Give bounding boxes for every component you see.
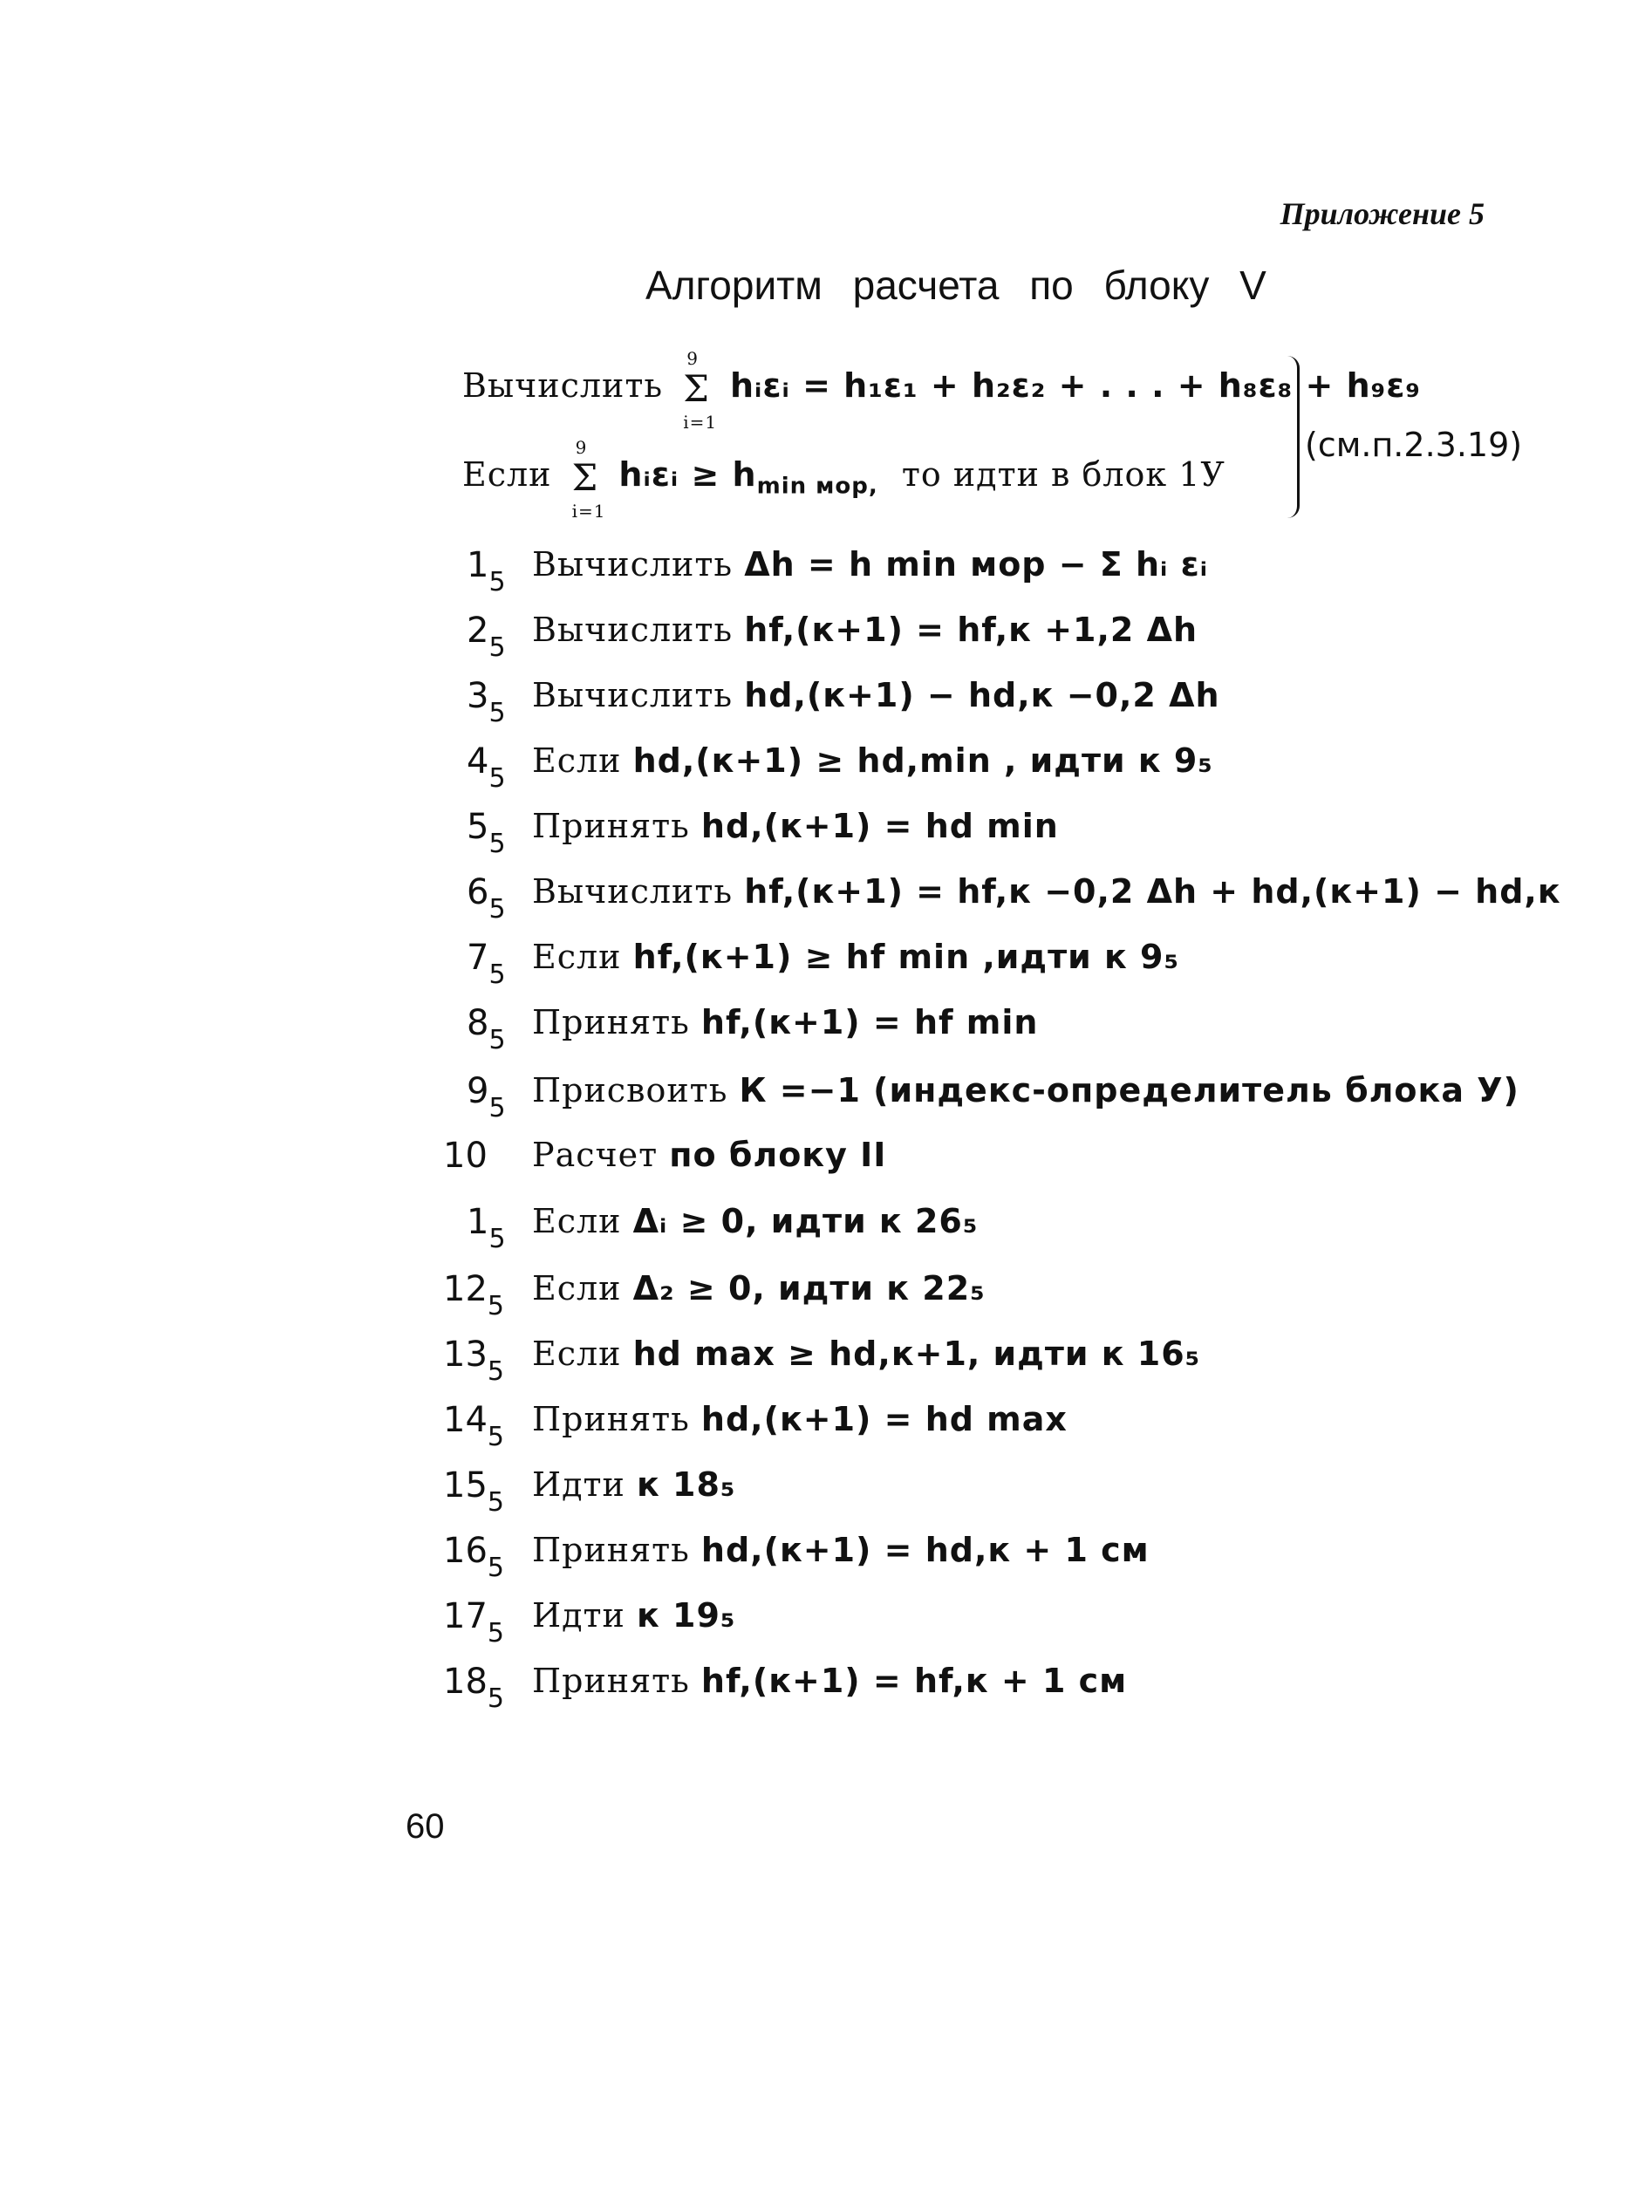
- step-formula: hd max ≥ hd,к+1, идти к 16₅: [632, 1335, 1201, 1373]
- step-text: [532, 676, 1220, 714]
- step-text: [532, 1335, 1200, 1373]
- sum-symbol: Σ 9 i=1: [683, 348, 718, 433]
- step-text: [532, 1465, 736, 1504]
- intro-formula: hᵢεᵢ ≥ h: [618, 455, 757, 494]
- step-formula: hf,(к+1) = hf,к −0,2 Δh + hd,(к+1) − hd,к: [744, 872, 1561, 911]
- step-keyword: Вычислить: [532, 611, 734, 649]
- step-number: $3_5$: [467, 676, 506, 728]
- step-formula: К =−1 (индекс-определитель блока У): [739, 1071, 1519, 1109]
- step-keyword: Если: [532, 1335, 622, 1373]
- right-brace: [1278, 356, 1300, 518]
- appendix-label: Приложение 5: [1280, 196, 1485, 231]
- step-formula: hd,(к+1) − hd,к −0,2 Δh: [744, 676, 1220, 714]
- step-formula: к 19₅: [636, 1596, 736, 1635]
- sum-symbol: Σ 9 i=1: [571, 437, 606, 522]
- step-text: [532, 611, 1198, 649]
- step-text: [532, 1003, 1038, 1041]
- step-formula: hf,(к+1) ≥ hf min ,идти к 9₅: [632, 938, 1180, 976]
- step-number: 10: [443, 1136, 488, 1176]
- step-text: [532, 1136, 886, 1174]
- intro-word: Если: [462, 455, 552, 494]
- step-formula: Δ₂ ≥ 0, идти к 22₅: [632, 1269, 986, 1307]
- step-text: [532, 872, 1561, 911]
- step-number: $6_5$: [467, 872, 506, 925]
- step-keyword: Идти: [532, 1596, 625, 1635]
- step-text: [532, 807, 1059, 845]
- step-text: [532, 938, 1179, 976]
- step-keyword: Идти: [532, 1465, 625, 1504]
- section-reference: (см.п.2.3.19): [1305, 426, 1523, 464]
- step-text: [532, 545, 1208, 584]
- step-text: [532, 1596, 736, 1635]
- step-formula: hd,(к+1) = hd min: [700, 807, 1059, 845]
- step-text: [532, 1662, 1127, 1700]
- intro-tail: то идти в блок 1У: [901, 455, 1225, 494]
- step-number: $17_5$: [443, 1596, 504, 1649]
- step-text: [532, 1269, 986, 1307]
- step-number: $8_5$: [467, 1003, 506, 1055]
- step-keyword: Принять: [532, 807, 690, 845]
- step-text: [532, 1202, 978, 1240]
- step-keyword: Принять: [532, 1531, 690, 1569]
- step-keyword: Вычислить: [532, 676, 734, 714]
- step-formula: Δh = h min мор − Σ hᵢ εᵢ: [744, 545, 1209, 584]
- step-text: [532, 741, 1213, 780]
- step-text: [532, 1531, 1150, 1569]
- step-formula: hf,(к+1) = hf,к + 1 см: [700, 1662, 1128, 1700]
- step-number: $5_5$: [467, 807, 506, 859]
- page-number: 60: [406, 1807, 445, 1846]
- intro-word: Вычислить: [462, 366, 664, 405]
- step-formula: по блоку II: [669, 1136, 887, 1174]
- step-formula: hf,(к+1) = hf,к +1,2 Δh: [744, 611, 1198, 649]
- page-title: Алгоритм расчета по блоку V: [645, 263, 1266, 308]
- step-formula: hd,(к+1) ≥ hd,min , идти к 9₅: [632, 741, 1213, 780]
- step-formula: hd,(к+1) = hd max: [700, 1400, 1068, 1438]
- step-number: $16_5$: [443, 1531, 504, 1583]
- intro-formula: hᵢεᵢ = h₁ε₁ + h₂ε₂ + . . . + h₈ε₈ + h₉ε₉: [729, 366, 1422, 405]
- step-number: $7_5$: [467, 938, 506, 990]
- step-number: $13_5$: [443, 1335, 504, 1387]
- step-number: $2_5$: [467, 611, 506, 663]
- step-number: $14_5$: [443, 1400, 504, 1452]
- step-keyword: Если: [532, 741, 622, 780]
- step-keyword: Принять: [532, 1662, 690, 1700]
- step-formula: Δᵢ ≥ 0, идти к 26₅: [632, 1202, 979, 1240]
- step-number: $9_5$: [467, 1071, 506, 1123]
- intro-sub: min мор,: [756, 473, 878, 500]
- step-number: $1_5$: [467, 1202, 506, 1254]
- step-keyword: Если: [532, 1202, 622, 1240]
- step-text: [532, 1400, 1068, 1438]
- intro-line-2: [462, 437, 1225, 522]
- step-number: $12_5$: [443, 1269, 504, 1321]
- step-text: [532, 1071, 1519, 1109]
- step-number: $15_5$: [443, 1465, 504, 1518]
- step-number: $18_5$: [443, 1662, 504, 1714]
- step-keyword: Если: [532, 938, 622, 976]
- step-keyword: Присвоить: [532, 1071, 728, 1109]
- step-keyword: Принять: [532, 1400, 690, 1438]
- step-number: $4_5$: [467, 741, 506, 794]
- step-keyword: Вычислить: [532, 872, 734, 911]
- step-formula: к 18₅: [636, 1465, 736, 1504]
- step-keyword: Расчет: [532, 1136, 659, 1174]
- step-formula: hf,(к+1) = hf min: [700, 1003, 1039, 1041]
- step-formula: hd,(к+1) = hd,к + 1 см: [700, 1531, 1150, 1569]
- step-keyword: Вычислить: [532, 545, 734, 584]
- step-keyword: Принять: [532, 1003, 690, 1041]
- step-number: $1_5$: [467, 545, 506, 597]
- step-keyword: Если: [532, 1269, 622, 1307]
